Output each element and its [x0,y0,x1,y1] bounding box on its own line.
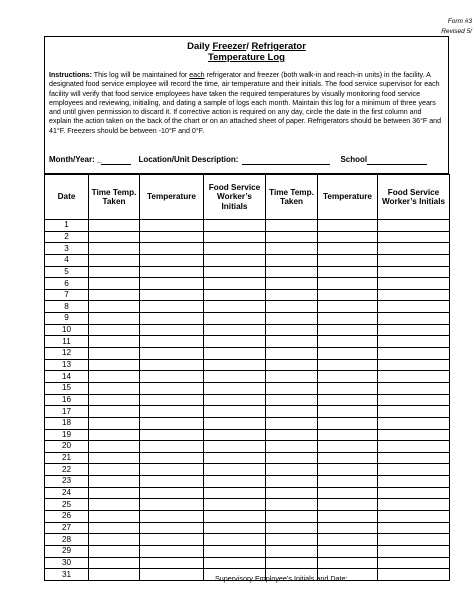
time-cell[interactable] [89,220,140,232]
date-cell: 29 [45,545,89,557]
initials-cell[interactable] [204,464,266,476]
date-cell: 17 [45,406,89,418]
date-cell: 16 [45,394,89,406]
time-cell[interactable] [266,278,318,290]
temperature-cell[interactable] [318,476,378,488]
time-cell[interactable] [266,511,318,523]
time-cell[interactable] [266,301,318,313]
temperature-cell[interactable] [140,487,204,499]
table-row [45,557,450,569]
initials-cell[interactable] [204,254,266,266]
temperature-cell[interactable] [140,545,204,557]
meta-row [49,155,444,165]
initials-cell[interactable] [378,278,450,290]
time-cell[interactable] [89,278,140,290]
title-freezer: Freezer [212,41,247,52]
temperature-cell[interactable] [318,371,378,383]
time-cell[interactable] [266,254,318,266]
date-cell: 25 [45,499,89,511]
time-cell[interactable] [266,359,318,371]
temperature-cell[interactable] [140,569,204,581]
instructions-text-b: refrigerator and freezer (both walk-in and reach-in units) in the facility. A designated food service employee will record the time, air temperature and their initials. The food service supervisor for each facility will verify that food service employees have taken the required temperatures by visually monitoring food service employees and reviewing, initialing, and dating a sample of logs each month. Maintain this log for a minimum of three years and until given permission to discard it. If corrective action is required on any day, circle the date in the first column and explain the action taken on the back of the chart or on an attached sheet of paper. Refrigerators should be between 36°F and 41°F. Freezers should be between -10°F and 0°F. [49,71,442,135]
col-temperature-2: Temperature [318,175,378,220]
temperature-cell[interactable] [318,394,378,406]
initials-cell[interactable] [378,417,450,429]
table-row [45,406,450,418]
time-cell[interactable] [266,441,318,453]
temperature-cell[interactable] [318,429,378,441]
time-cell[interactable] [89,429,140,441]
date-cell: 27 [45,522,89,534]
date-cell: 4 [45,254,89,266]
time-cell[interactable] [266,534,318,546]
date-cell: 22 [45,464,89,476]
title-line-2 [45,52,448,63]
time-cell[interactable] [266,371,318,383]
time-cell[interactable] [266,243,318,255]
temperature-cell[interactable] [140,511,204,523]
title-refrigerator: Refrigerator [251,41,306,52]
table-row [45,511,450,523]
temperature-cell[interactable] [318,382,378,394]
time-cell[interactable] [89,487,140,499]
temperature-cell[interactable] [140,429,204,441]
col-time-2: Time Temp. Taken [266,175,318,220]
initials-cell[interactable] [204,348,266,360]
time-cell[interactable] [266,324,318,336]
time-cell[interactable] [89,243,140,255]
date-cell: 5 [45,266,89,278]
date-cell: 12 [45,348,89,360]
temperature-cell[interactable] [318,522,378,534]
temperature-cell[interactable] [318,359,378,371]
temperature-cell[interactable] [318,243,378,255]
table-row [45,382,450,394]
table-row [45,336,450,348]
initials-cell[interactable] [378,499,450,511]
title-temperature: Temperature [208,52,265,63]
time-cell[interactable] [89,441,140,453]
temperature-cell[interactable] [318,499,378,511]
initials-cell[interactable] [204,243,266,255]
time-cell[interactable] [89,394,140,406]
col-temperature-1: Temperature [140,175,204,220]
instructions-label: Instructions: [49,71,92,79]
initials-cell[interactable] [378,371,450,383]
time-cell[interactable] [89,359,140,371]
temperature-cell[interactable] [318,441,378,453]
temperature-cell[interactable] [140,348,204,360]
time-cell[interactable] [266,313,318,325]
table-row [45,231,450,243]
temperature-cell[interactable] [318,534,378,546]
table-row [45,441,450,453]
initials-cell[interactable] [378,452,450,464]
col-initials-1: Food Service Worker’s Initials [204,175,266,220]
initials-cell[interactable] [378,441,450,453]
date-cell: 15 [45,382,89,394]
initials-cell[interactable] [378,254,450,266]
temperature-cell[interactable] [140,301,204,313]
date-cell: 3 [45,243,89,255]
date-cell: 26 [45,511,89,523]
instructions-each: each [189,71,205,79]
title-daily: Daily [187,41,213,52]
time-cell[interactable] [89,406,140,418]
initials-cell[interactable] [204,499,266,511]
table-row [45,545,450,557]
time-cell[interactable] [89,499,140,511]
school-label: School [340,155,368,164]
initials-cell[interactable] [378,359,450,371]
date-cell: 10 [45,324,89,336]
temperature-cell[interactable] [140,278,204,290]
temperature-cell[interactable] [318,220,378,232]
initials-cell[interactable] [204,441,266,453]
time-cell[interactable] [89,417,140,429]
table-row [45,254,450,266]
initials-cell[interactable] [378,429,450,441]
time-cell[interactable] [89,464,140,476]
form-number: Form #3 [447,18,472,25]
initials-cell[interactable] [204,534,266,546]
table-row [45,417,450,429]
title-log: Log [264,52,285,63]
temperature-cell[interactable] [318,487,378,499]
initials-cell[interactable] [204,406,266,418]
table-row [45,499,450,511]
initials-cell[interactable] [204,324,266,336]
date-cell: 13 [45,359,89,371]
time-cell[interactable] [89,511,140,523]
col-date: Date [45,175,89,220]
temperature-cell[interactable] [140,452,204,464]
initials-cell[interactable] [378,569,450,581]
instructions-text-a: This log will be maintained for [91,71,190,79]
date-cell: 1 [45,220,89,232]
initials-cell[interactable] [378,382,450,394]
table-row [45,348,450,360]
initials-cell[interactable] [378,557,450,569]
temperature-cell[interactable] [318,557,378,569]
table-row [45,394,450,406]
initials-cell[interactable] [204,511,266,523]
title-line-1 [45,41,448,52]
initials-cell[interactable] [204,301,266,313]
table-row [45,324,450,336]
initials-cell[interactable] [378,348,450,360]
temperature-cell[interactable] [318,301,378,313]
time-cell[interactable] [266,231,318,243]
initials-cell[interactable] [378,511,450,523]
table-row [45,243,450,255]
initials-cell[interactable] [204,359,266,371]
initials-cell[interactable] [204,382,266,394]
date-cell: 6 [45,278,89,290]
temperature-cell[interactable] [140,231,204,243]
time-cell[interactable] [89,569,140,581]
date-cell: 21 [45,452,89,464]
temperature-log-table [44,174,450,581]
initials-cell[interactable] [378,301,450,313]
time-cell[interactable] [89,336,140,348]
temperature-cell[interactable] [140,464,204,476]
temperature-cell[interactable] [140,394,204,406]
time-cell[interactable] [266,266,318,278]
temperature-cell[interactable] [318,545,378,557]
initials-cell[interactable] [204,266,266,278]
date-cell: 9 [45,313,89,325]
temperature-cell[interactable] [318,324,378,336]
date-cell: 28 [45,534,89,546]
time-cell[interactable] [266,382,318,394]
time-cell[interactable] [266,487,318,499]
initials-cell[interactable] [378,476,450,488]
table-row [45,476,450,488]
temperature-cell[interactable] [140,266,204,278]
time-cell[interactable] [89,348,140,360]
temperature-cell[interactable] [140,289,204,301]
table-row [45,359,450,371]
instructions [49,71,444,136]
header-box [44,36,449,174]
supervisor-footer: Supervisory Employee’s Initials and Date: [215,574,348,583]
table-row [45,429,450,441]
time-cell[interactable] [266,557,318,569]
initials-cell[interactable] [378,313,450,325]
date-cell: 31 [45,569,89,581]
initials-cell[interactable] [204,452,266,464]
initials-cell[interactable] [378,289,450,301]
time-cell[interactable] [266,348,318,360]
initials-cell[interactable] [204,371,266,383]
temperature-cell[interactable] [318,278,378,290]
date-cell: 30 [45,557,89,569]
table-row [45,220,450,232]
time-cell[interactable] [89,545,140,557]
temperature-cell[interactable] [140,371,204,383]
temperature-cell[interactable] [140,499,204,511]
temperature-cell[interactable] [140,220,204,232]
date-cell: 24 [45,487,89,499]
time-cell[interactable] [266,417,318,429]
initials-cell[interactable] [204,231,266,243]
date-cell: 20 [45,441,89,453]
revised-date: Revised 5/ [441,28,472,35]
initials-cell[interactable] [378,464,450,476]
col-time-1: Time Temp. Taken [89,175,140,220]
time-cell[interactable] [266,406,318,418]
initials-cell[interactable] [204,289,266,301]
time-cell[interactable] [89,557,140,569]
time-cell[interactable] [89,266,140,278]
date-cell: 11 [45,336,89,348]
initials-cell[interactable] [204,476,266,488]
temperature-cell[interactable] [140,243,204,255]
temperature-cell[interactable] [140,254,204,266]
month-year-field[interactable] [101,155,131,165]
initials-cell[interactable] [204,417,266,429]
initials-cell[interactable] [204,278,266,290]
table-row [45,301,450,313]
table-row [45,278,450,290]
initials-cell[interactable] [204,522,266,534]
title-slash: / [246,41,252,52]
initials-cell[interactable] [378,545,450,557]
temperature-cell[interactable] [140,406,204,418]
time-cell[interactable] [266,499,318,511]
initials-cell[interactable] [378,324,450,336]
initials-cell[interactable] [204,487,266,499]
initials-cell[interactable] [378,534,450,546]
initials-cell[interactable] [378,231,450,243]
time-cell[interactable] [89,371,140,383]
temperature-cell[interactable] [140,534,204,546]
date-cell: 2 [45,231,89,243]
school-field[interactable] [367,155,427,165]
time-cell[interactable] [89,452,140,464]
initials-cell[interactable] [204,394,266,406]
temperature-cell[interactable] [140,336,204,348]
initials-cell[interactable] [378,522,450,534]
time-cell[interactable] [89,313,140,325]
temperature-cell[interactable] [140,441,204,453]
time-cell[interactable] [89,476,140,488]
initials-cell[interactable] [378,266,450,278]
temperature-cell[interactable] [318,336,378,348]
initials-cell[interactable] [204,336,266,348]
time-cell[interactable] [266,452,318,464]
temperature-cell[interactable] [318,254,378,266]
temperature-cell[interactable] [318,266,378,278]
table-header-row [45,175,450,220]
time-cell[interactable] [89,534,140,546]
date-cell: 7 [45,289,89,301]
temperature-cell[interactable] [318,231,378,243]
temperature-cell[interactable] [140,522,204,534]
temperature-cell[interactable] [318,406,378,418]
temperature-cell[interactable] [318,313,378,325]
temperature-cell[interactable] [140,476,204,488]
table-row [45,266,450,278]
date-cell: 8 [45,301,89,313]
table-row [45,313,450,325]
time-cell[interactable] [266,429,318,441]
initials-cell[interactable] [204,429,266,441]
col-initials-2: Food Service Worker’s Initials [378,175,450,220]
time-cell[interactable] [266,394,318,406]
temperature-cell[interactable] [318,348,378,360]
temperature-cell[interactable] [140,417,204,429]
table-row [45,487,450,499]
initials-cell[interactable] [378,406,450,418]
time-cell[interactable] [266,464,318,476]
initials-cell[interactable] [204,557,266,569]
date-cell: 19 [45,429,89,441]
form-number-block [441,17,472,37]
time-cell[interactable] [266,220,318,232]
temperature-cell[interactable] [140,359,204,371]
table-row [45,371,450,383]
temperature-cell[interactable] [140,324,204,336]
month-year-label: Month/Year: _ [49,155,102,164]
time-cell[interactable] [266,522,318,534]
temperature-cell[interactable] [318,452,378,464]
initials-cell[interactable] [378,487,450,499]
initials-cell[interactable] [378,243,450,255]
time-cell[interactable] [89,231,140,243]
time-cell[interactable] [89,289,140,301]
initials-cell[interactable] [378,394,450,406]
temperature-cell[interactable] [318,417,378,429]
temperature-cell[interactable] [140,382,204,394]
location-field[interactable] [242,155,330,165]
time-cell[interactable] [266,336,318,348]
time-cell[interactable] [266,289,318,301]
initials-cell[interactable] [204,220,266,232]
initials-cell[interactable] [204,545,266,557]
time-cell[interactable] [89,382,140,394]
table-row [45,464,450,476]
temperature-cell[interactable] [140,313,204,325]
time-cell[interactable] [89,522,140,534]
time-cell[interactable] [266,545,318,557]
temperature-cell[interactable] [140,557,204,569]
time-cell[interactable] [89,301,140,313]
table-row [45,522,450,534]
time-cell[interactable] [89,324,140,336]
table-row [45,452,450,464]
initials-cell[interactable] [378,336,450,348]
table-body [45,220,450,581]
time-cell[interactable] [89,254,140,266]
temperature-cell[interactable] [318,289,378,301]
date-cell: 18 [45,417,89,429]
table-row [45,534,450,546]
temperature-cell[interactable] [318,464,378,476]
temperature-cell[interactable] [318,511,378,523]
initials-cell[interactable] [204,313,266,325]
date-cell: 23 [45,476,89,488]
initials-cell[interactable] [378,220,450,232]
table-row [45,289,450,301]
location-label: Location/Unit Description: [138,155,239,164]
date-cell: 14 [45,371,89,383]
time-cell[interactable] [266,476,318,488]
